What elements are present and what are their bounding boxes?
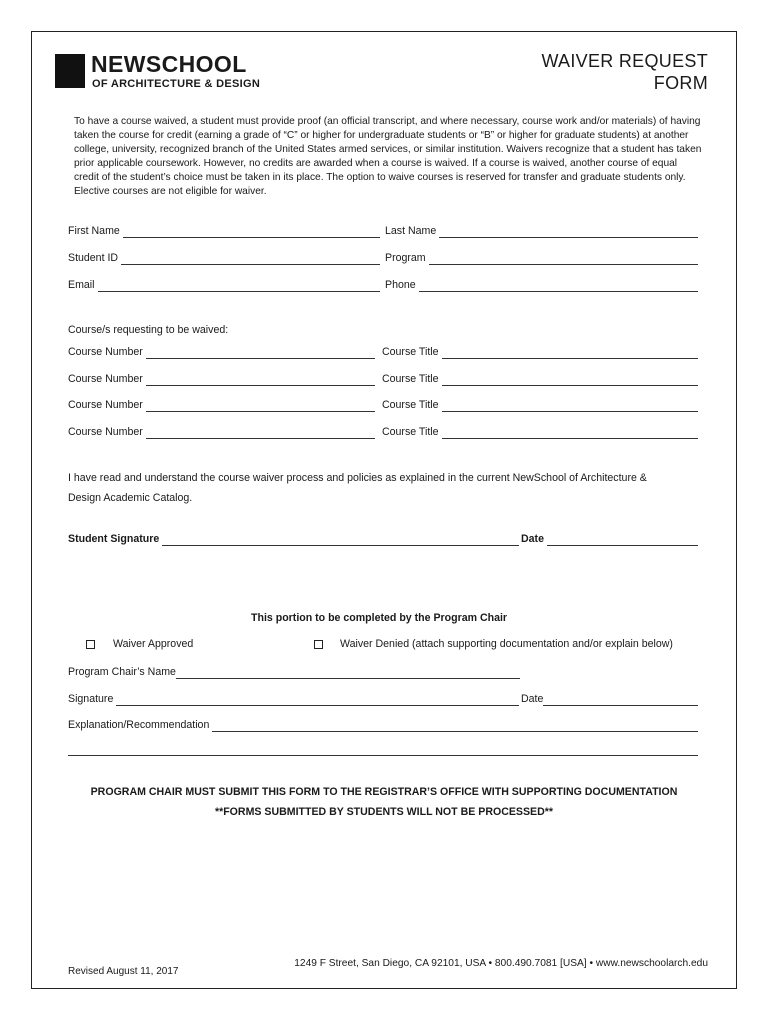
student-submission-warning: **FORMS SUBMITTED BY STUDENTS WILL NOT BE PROCESSED** [214, 806, 554, 818]
last-name-field[interactable] [385, 224, 698, 238]
logo-tagline: OF ARCHITECTURE & DESIGN [92, 78, 261, 90]
course-number-label: Course Number [68, 346, 143, 358]
explanation-field[interactable] [68, 718, 698, 732]
student-id-field[interactable] [68, 251, 380, 265]
course-number-label: Course Number [68, 399, 143, 411]
course-title-label: Course Title [382, 426, 439, 438]
logo-mark [55, 54, 85, 88]
explanation-label: Explanation/Recommendation [68, 719, 210, 731]
course-title-field-4[interactable] [382, 425, 698, 439]
waiver-approved-checkbox[interactable] [86, 640, 95, 649]
program-chair-name-label: Program Chair’s Name [68, 666, 176, 678]
school-address: 1249 F Street, San Diego, CA 92101, USA • 800.490.7081 [USA] • www.newschoolarch.edu [294, 958, 708, 969]
student-id-label: Student ID [68, 252, 119, 264]
explanation-extra-line[interactable] [68, 755, 698, 756]
student-signature-label: Student Signature [68, 533, 160, 545]
title-line-1: WAIVER REQUEST [541, 51, 708, 71]
course-number-field-2[interactable] [68, 372, 375, 386]
email-field[interactable] [68, 278, 380, 292]
program-label: Program [385, 252, 426, 264]
course-title-field-2[interactable] [382, 372, 698, 386]
title-line-2: FORM [653, 73, 708, 93]
last-name-label: Last Name [385, 225, 437, 237]
program-field[interactable] [385, 251, 698, 265]
revision-date: Revised August 11, 2017 [68, 966, 179, 977]
course-number-label: Course Number [68, 426, 143, 438]
course-number-field-3[interactable] [68, 398, 375, 412]
course-title-label: Course Title [382, 399, 439, 411]
chair-date-label: Date [521, 693, 544, 705]
course-title-field-1[interactable] [382, 345, 698, 359]
course-number-field-1[interactable] [68, 345, 375, 359]
course-title-label: Course Title [382, 373, 439, 385]
program-chair-name-field[interactable] [68, 665, 520, 679]
course-title-field-3[interactable] [382, 398, 698, 412]
waiver-denied-label: Waiver Denied (attach supporting documentation and/or explain below) [340, 638, 673, 650]
student-date-field[interactable] [521, 532, 698, 546]
student-signature-field[interactable] [68, 532, 519, 546]
first-name-label: First Name [68, 225, 120, 237]
course-title-label: Course Title [382, 346, 439, 358]
phone-field[interactable] [385, 278, 698, 292]
waiver-denied-checkbox[interactable] [314, 640, 323, 649]
waiver-approved-label: Waiver Approved [113, 638, 194, 650]
course-number-field-4[interactable] [68, 425, 375, 439]
acknowledgement-line-1: I have read and understand the course waiver process and policies as explained in the current NewSchool of Architecture & [68, 472, 647, 484]
chair-signature-field[interactable] [68, 692, 519, 706]
chair-date-field[interactable] [521, 692, 698, 706]
chair-signature-label: Signature [68, 693, 114, 705]
intro-paragraph: To have a course waived, a student must provide proof (an official transcript, and where necessary, course work and/or materials) of having taken the course for credit (earning a grade of “C” or higher for undergraduate students or “B” or higher for graduate students) at another college, university, recognized branch of the United States armed services, or similar institution. Waivers recognize that a student has taken prior applicable coursework. However, no credits are awarded when a course is waived. If a course is waived, another course of equal credit of the student’s choice must be taken in its place. The option to waive courses is reserved for transfer and graduate students only. Elective courses are not eligible for waiver. [74, 116, 702, 197]
logo-name: NEWSCHOOL [91, 51, 247, 77]
first-name-field[interactable] [68, 224, 380, 238]
student-date-label: Date [521, 533, 544, 545]
chair-section-heading: This portion to be completed by the Program Chair [251, 612, 508, 624]
email-label: Email [68, 279, 95, 291]
form-title [541, 50, 708, 94]
course-number-label: Course Number [68, 373, 143, 385]
acknowledgement-line-2: Design Academic Catalog. [68, 492, 193, 504]
submission-notice: PROGRAM CHAIR MUST SUBMIT THIS FORM TO THE REGISTRAR’S OFFICE WITH SUPPORTING DOCUMENTATION [90, 786, 678, 798]
courses-heading: Course/s requesting to be waived: [68, 324, 229, 336]
phone-label: Phone [385, 279, 416, 291]
